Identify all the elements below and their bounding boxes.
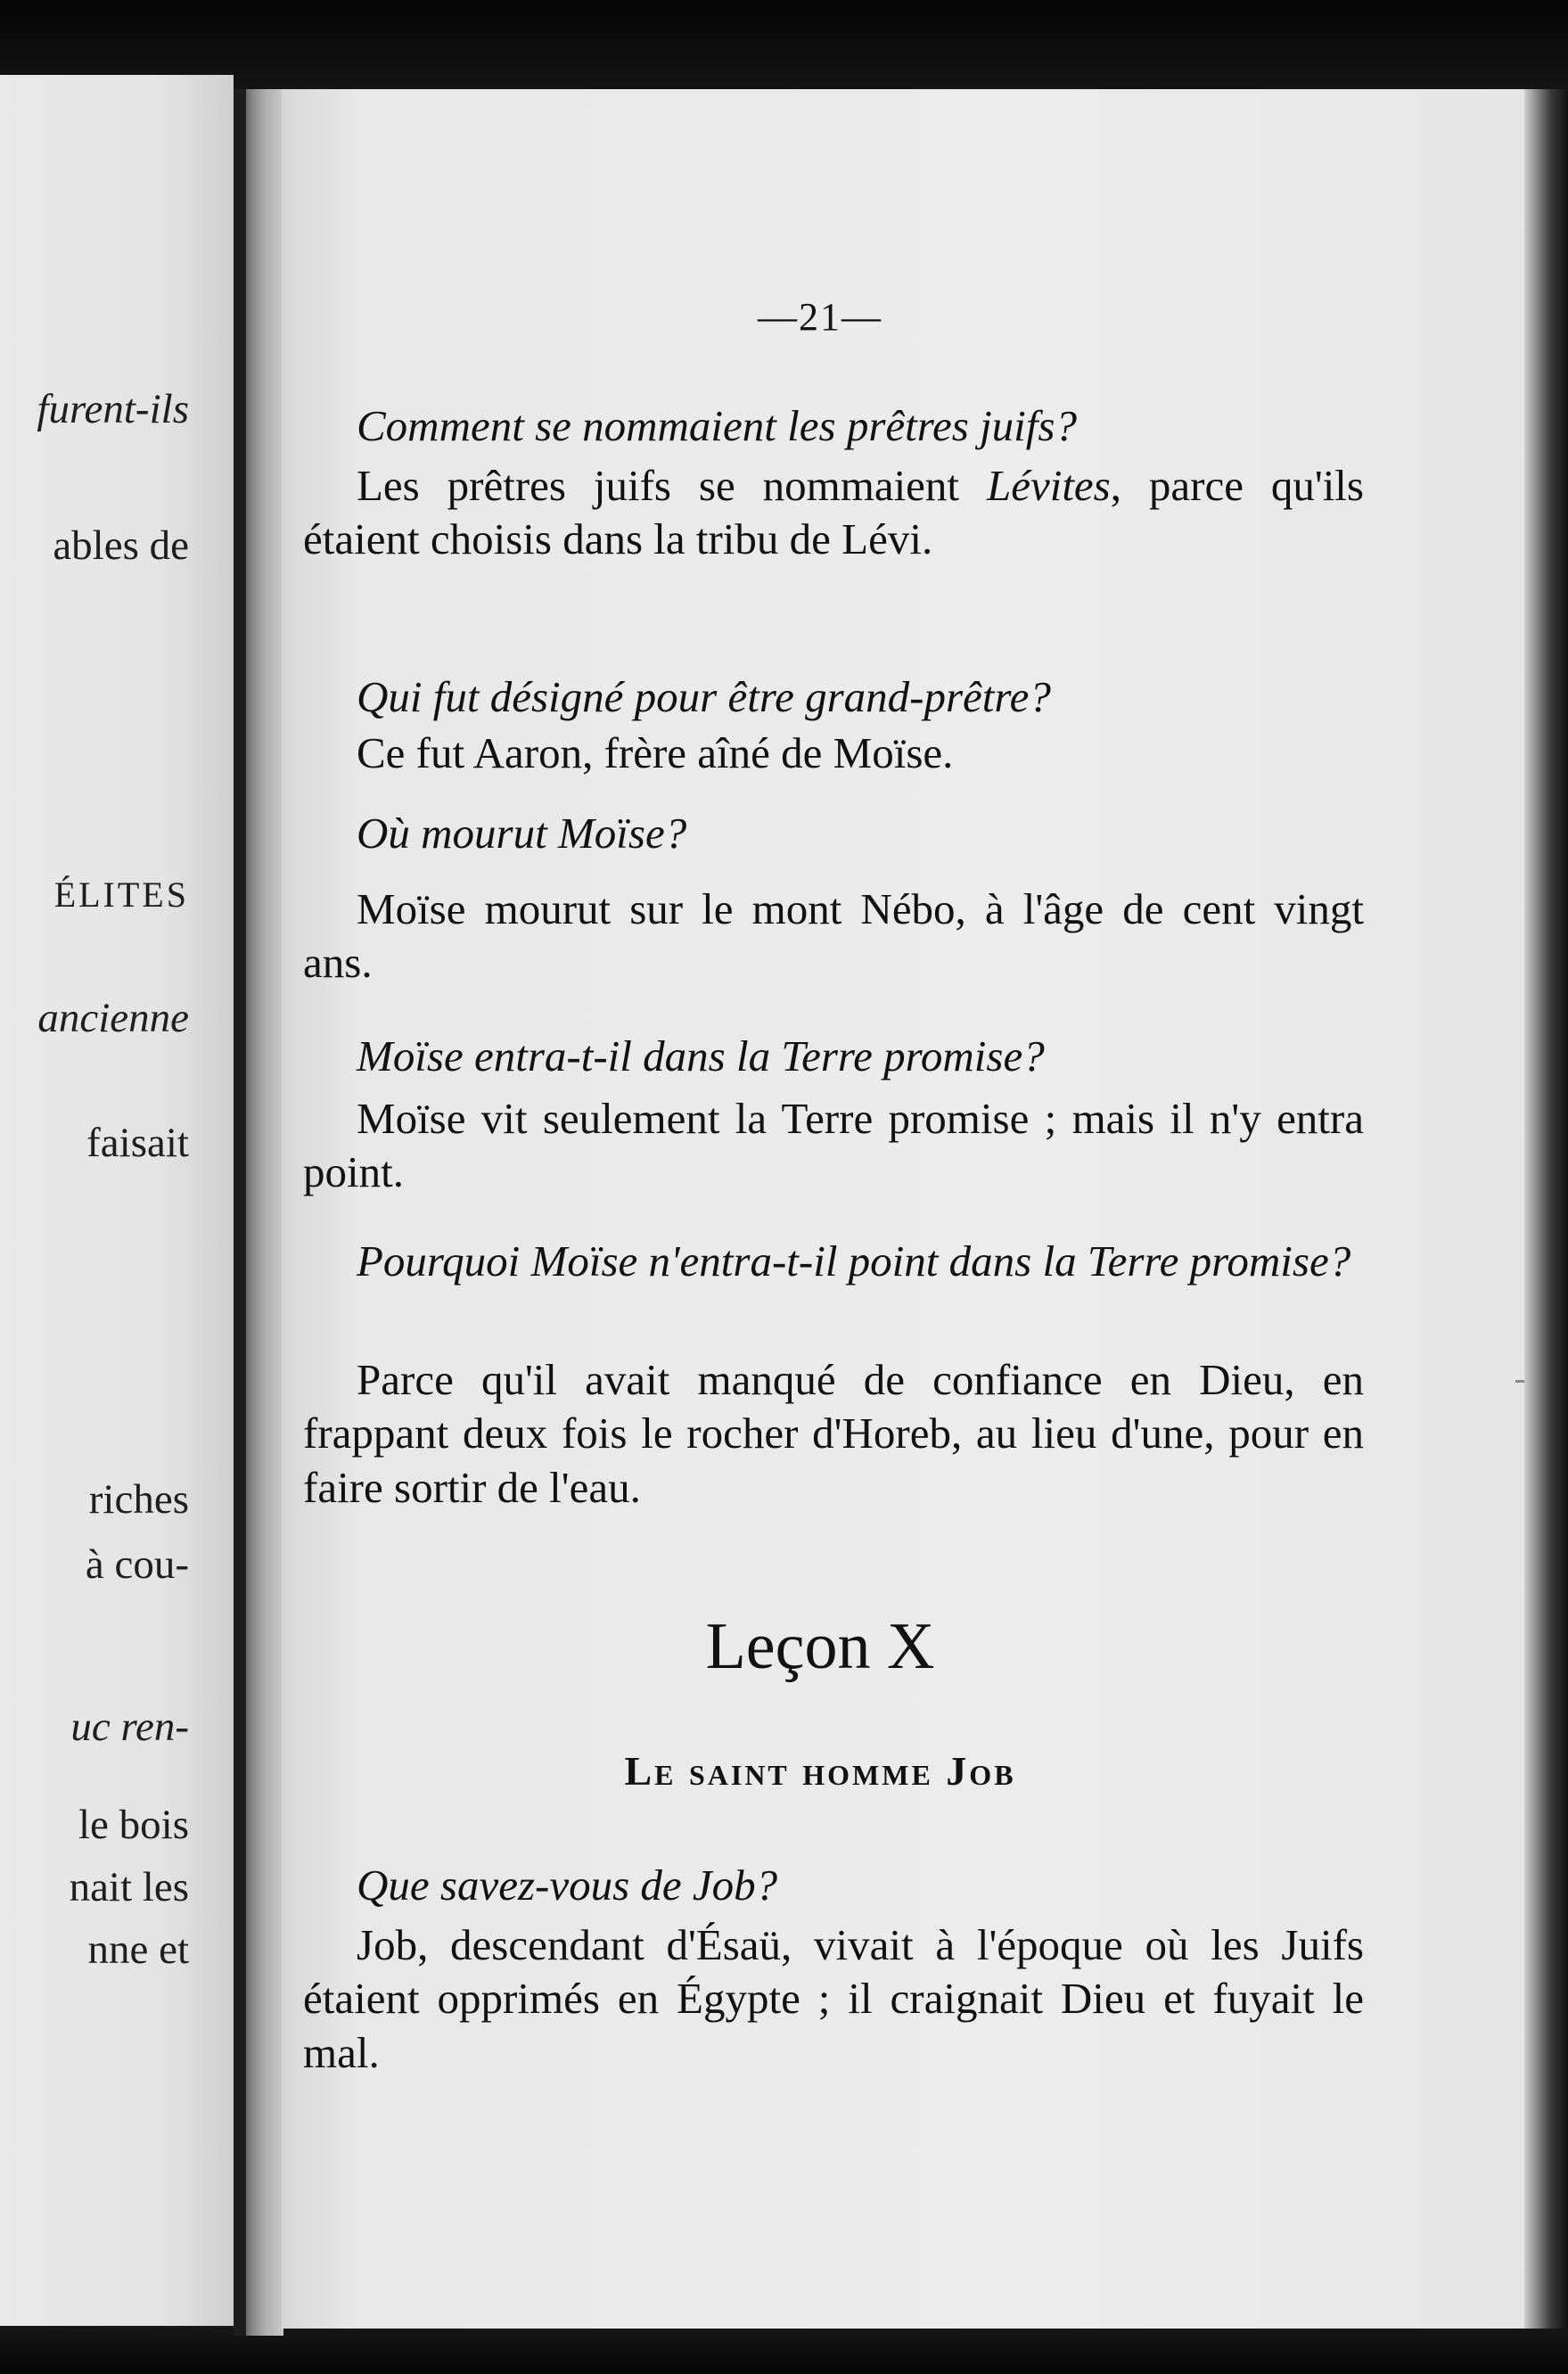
scan-smudge — [1515, 1380, 1524, 1383]
answer: Ce fut Aaron, frère aîné de Moïse. — [357, 728, 954, 777]
answer-text: Les prêtres juifs se nommaient — [357, 461, 987, 510]
question: Moïse entra-t-il dans la Terre promise? — [357, 1031, 1045, 1080]
facing-page-line: à cou- — [85, 1541, 189, 1588]
scan-background-top — [0, 0, 1568, 89]
facing-page-line: furent-ils — [37, 386, 189, 432]
question: Pourquoi Moïse n'entra-t-il point dans la Terre promise? — [357, 1236, 1351, 1286]
facing-page-line: uc ren- — [70, 1704, 189, 1750]
answer: Moïse mourut sur le mont Nébo, à l'âge de cent vingt ans. — [303, 884, 1364, 988]
facing-page-line: ancienne — [37, 995, 189, 1041]
answer-emphasis: Lévites — [986, 461, 1111, 510]
page-edge-shadow — [1524, 89, 1568, 2329]
question: Que savez-vous de Job? — [357, 1861, 778, 1910]
question: Comment se nommaient les prêtres juifs? — [357, 401, 1077, 450]
answer-text: , parce qu'ils étaient choisis dans la tribu de Lévi. — [303, 461, 1364, 564]
answer: Parce qu'il avait manqué de confiance en Dieu, en frappant deux fois le rocher d'Horeb, au lieu d'une, pour en faire sortir de l'eau. — [303, 1355, 1364, 1512]
answer: Moïse vit seulement la Terre promise ; mais il n'y entra point. — [303, 1094, 1364, 1197]
question: Où mourut Moïse? — [357, 809, 687, 858]
facing-page-line: riches — [88, 1476, 189, 1523]
answer — [303, 459, 1364, 567]
lesson-subtitle: Le saint homme Job — [624, 1748, 1016, 1794]
facing-page-line: nne et — [87, 1926, 189, 1973]
facing-page-line: ables de — [53, 522, 189, 569]
answer: Job, descendant d'Ésaü, vivait à l'époque où les Juifs étaient opprimés en Égypte ; il craignait Dieu et fuyait le mal. — [303, 1920, 1364, 2077]
page-number: —21— — [758, 295, 883, 339]
facing-page — [0, 75, 234, 2326]
lesson-title: Leçon X — [705, 1610, 935, 1683]
facing-page-line: le bois — [78, 1802, 189, 1848]
facing-page-line: ÉLITES — [53, 875, 189, 915]
facing-page-line: nait les — [69, 1864, 189, 1910]
facing-page-line: faisait — [86, 1120, 189, 1166]
book-gutter-shadow — [234, 89, 246, 2336]
question: Qui fut désigné pour être grand-prêtre? — [357, 672, 1051, 721]
